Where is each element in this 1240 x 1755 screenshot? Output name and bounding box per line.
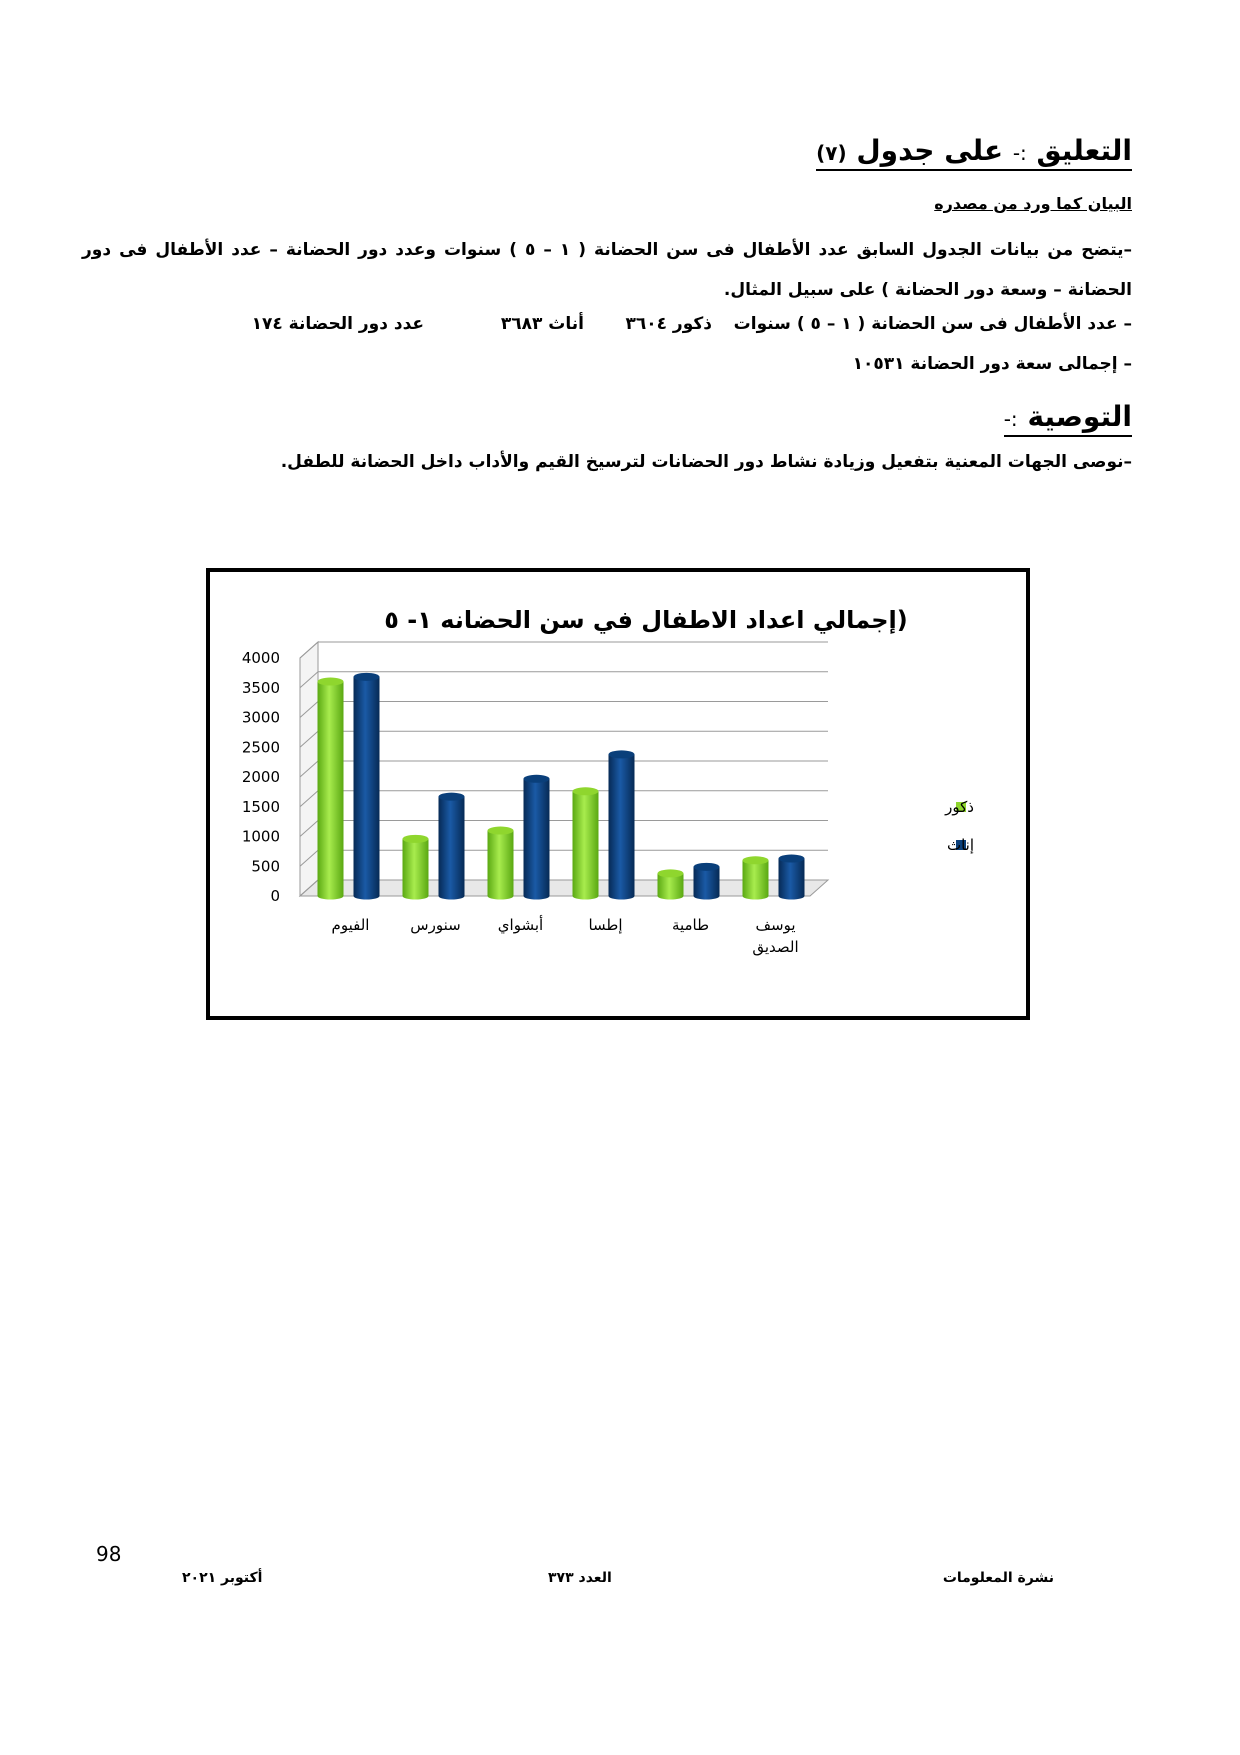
stats-males: ذكور ٣٦٠٤: [625, 314, 712, 334]
bar-base-males: [488, 893, 514, 900]
page-number: 98: [96, 1542, 122, 1566]
bar-females: [609, 754, 635, 896]
bar-top-males: [573, 787, 599, 795]
y-tick-label: 2000: [241, 768, 280, 786]
y-tick-label: 3000: [241, 708, 280, 727]
x-category-label: سنورس: [410, 916, 461, 934]
comment-heading-title: التعليق: [1036, 134, 1132, 167]
bar-top-males: [318, 678, 344, 686]
bar-males: [403, 839, 429, 896]
bar-base-females: [524, 893, 550, 900]
comment-heading-subject: على جدول: [856, 134, 1004, 167]
bar-females: [694, 867, 720, 896]
bar-top-males: [403, 835, 429, 843]
chart-frame: [206, 568, 1030, 1020]
bar-base-females: [354, 893, 380, 900]
analysis-paragraph: –يتضح من بيانات الجدول السابق عدد الأطفال فى سن الحضانة ( ١ – ٥ ) سنوات وعدد دور الحضانة – عدد الأطفال فى دور الحضانة – وسعة دور الحضانة ) على سبيل المثال.: [82, 240, 1133, 300]
bar-top-females: [354, 673, 380, 681]
recommendation-text: –نوصى الجهات المعنية بتفعيل وزيادة نشاط دور الحضانات لترسيخ القيم والأداب داخل الحضانة للطفل.: [280, 452, 1132, 472]
bar-females: [354, 677, 380, 896]
bar-females: [779, 859, 805, 896]
bar-top-males: [658, 869, 684, 877]
bar-top-females: [439, 793, 465, 801]
recommendation-heading-separator: :-: [1003, 407, 1018, 431]
bar-top-males: [488, 827, 514, 835]
stats-children: – عدد الأطفال فى سن الحضانة ( ١ – ٥ ) سنوات: [733, 314, 1132, 334]
chart-title: (إجمالي اعداد الاطفال في سن الحضانه ١- ٥: [384, 606, 908, 634]
comment-heading: [816, 134, 1132, 171]
bar-males: [488, 831, 514, 896]
bar-base-males: [743, 893, 769, 900]
footer-issue: العدد ٣٧٣: [548, 1570, 612, 1586]
x-category-label: يوسف: [755, 916, 796, 934]
bar-females: [524, 779, 550, 896]
y-tick-label: 1000: [241, 827, 280, 846]
bar-base-males: [658, 893, 684, 900]
footer-publication: نشرة المعلومات: [942, 1570, 1054, 1586]
x-category-label: إطسا: [588, 916, 623, 934]
y-tick-label: 3500: [241, 678, 280, 697]
bar-base-males: [403, 893, 429, 900]
bar-base-females: [779, 893, 805, 900]
recommendation-heading-title: التوصية: [1027, 400, 1132, 433]
legend-label-males: ذكور: [945, 798, 974, 816]
bar-chart: [210, 572, 1026, 1016]
bar-base-males: [573, 893, 599, 900]
bar-top-females: [694, 863, 720, 871]
y-tick-label: 500: [251, 857, 280, 876]
bar-top-females: [524, 775, 550, 783]
bar-base-females: [609, 893, 635, 900]
bar-top-males: [743, 856, 769, 864]
y-tick-label: 1500: [241, 797, 280, 816]
y-tick-label: 2500: [241, 738, 280, 757]
comment-heading-table-number: (٧): [816, 141, 847, 165]
x-category-label: أبشواي: [497, 916, 544, 934]
bar-top-females: [779, 855, 805, 863]
x-category-label: الصديق: [752, 938, 799, 956]
legend-label-females: إناث: [946, 836, 974, 854]
bar-base-females: [439, 893, 465, 900]
bar-top-females: [609, 750, 635, 758]
y-tick-label: 4000: [241, 649, 280, 667]
bar-base-females: [694, 893, 720, 900]
x-category-label: طامية: [671, 916, 710, 934]
bar-males: [573, 791, 599, 896]
y-tick-label: 0: [270, 887, 280, 905]
source-note: البيان كما ورد من مصدره: [934, 194, 1132, 213]
bar-females: [439, 797, 465, 896]
total-capacity: – إجمالى سعة دور الحضانة ١٠٥٣١: [852, 354, 1132, 374]
bar-males: [743, 860, 769, 896]
recommendation-heading: [1004, 400, 1132, 437]
stats-females: أناث ٣٦٨٣: [500, 314, 584, 334]
stats-nurseries: عدد دور الحضانة ١٧٤: [251, 314, 424, 334]
bar-base-males: [318, 893, 344, 900]
stats-line: [132, 314, 1132, 334]
bar-males: [318, 682, 344, 896]
x-category-label: الفيوم: [331, 916, 370, 934]
comment-heading-separator: :-: [1012, 141, 1027, 165]
footer-date: أكتوبر ٢٠٢١: [182, 1570, 263, 1586]
